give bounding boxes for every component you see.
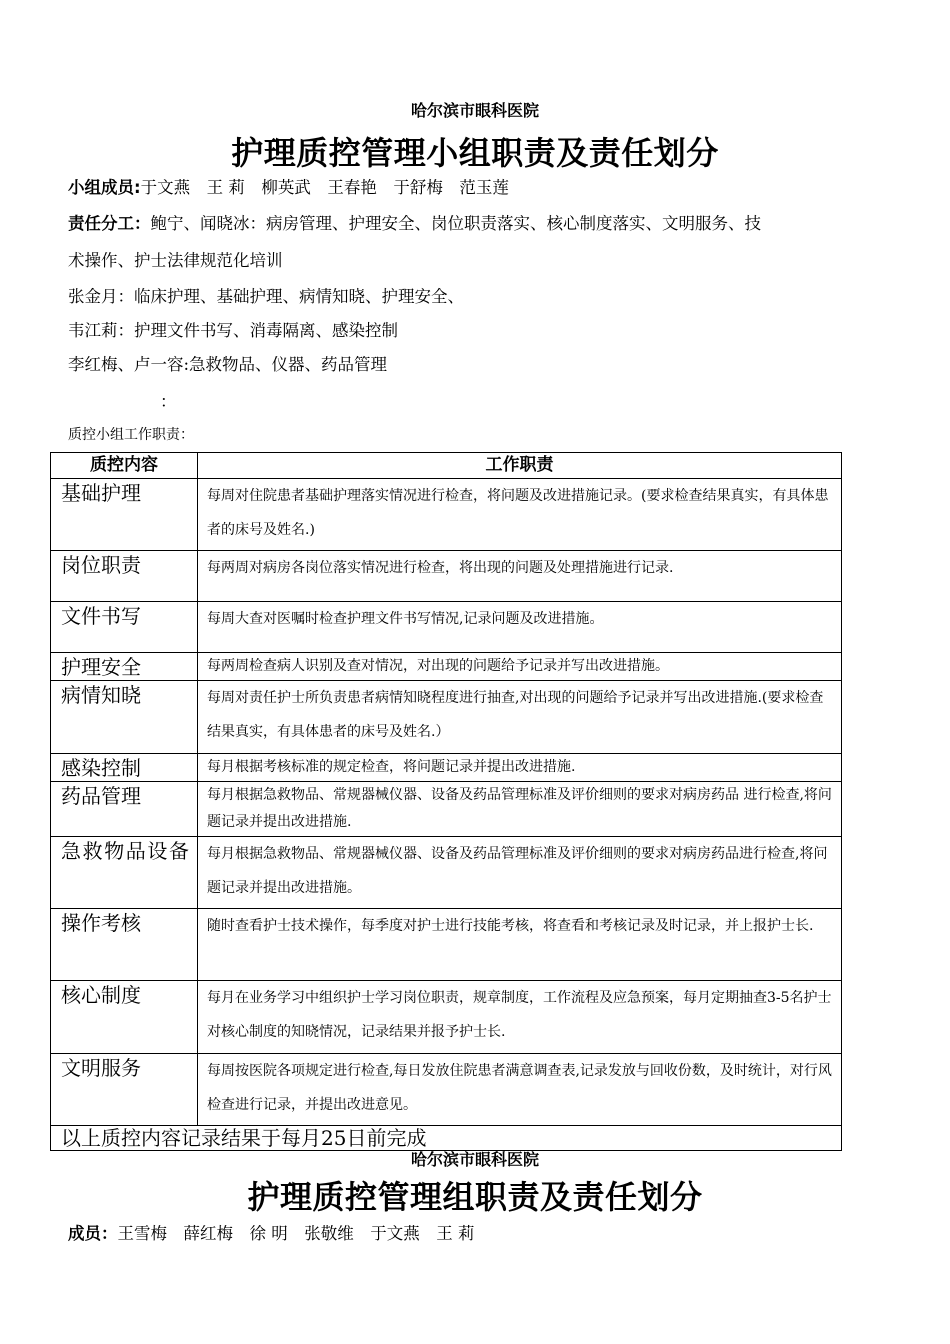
duty-line-1 (68, 210, 761, 234)
row-item: 病情知晓 (51, 681, 198, 754)
members-text-2: 王雪梅 薛红梅 徐 明 张敬维 于文燕 王 莉 (117, 1224, 475, 1243)
duty-line-4: 韦江莉：护理文件书写、消毒隔离、感染控制 (68, 321, 398, 340)
duty-line-5: 李红梅、卢一容:急救物品、仪器、药品管理 (68, 355, 388, 374)
members-line (68, 174, 509, 198)
row-duty: 每月根据急救物品、常规器械仪器、设备及药品管理标准及评价细则的要求对病房药品 进行检查,将问题记录并提出改进措施. (198, 782, 842, 837)
table-row (51, 909, 842, 981)
row-duty: 每周按医院各项规定进行检查,每日发放住院患者满意调查表,记录发放与回收份数，及时统计，对行风检查进行记录，并提出改进意见。 (198, 1054, 842, 1126)
members-label-2: 成员： (68, 1224, 118, 1243)
table-row (51, 782, 842, 837)
table-row (51, 479, 842, 551)
header-duty: 工作职责 (198, 453, 842, 479)
row-duty: 每周对住院患者基础护理落实情况进行检查，将问题及改进措施记录。(要求检查结果真实，有具体患者的床号及姓名.) (198, 479, 842, 551)
work-duty-label: 质控小组工作职责： (68, 427, 194, 443)
header-content: 质控内容 (51, 453, 198, 479)
duty-line-3: 张金月：临床护理、基础护理、病情知晓、护理安全、 (68, 287, 464, 306)
row-duty: 每周大查对医嘱时检查护理文件书写情况,记录问题及改进措施。 (198, 602, 842, 653)
members-text: 于文燕 王 莉 柳英武 王春艳 于舒梅 范玉莲 (140, 178, 509, 197)
table-row (51, 837, 842, 909)
hospital-name: 哈尔滨市眼科医院 (410, 101, 539, 120)
row-item: 药品管理 (51, 782, 198, 837)
row-item: 感染控制 (51, 754, 198, 782)
row-item: 核心制度 (51, 981, 198, 1054)
row-item: 文件书写 (51, 602, 198, 653)
table-row (51, 653, 842, 681)
table-header-row (51, 453, 842, 479)
row-duty: 随时查看护士技术操作，每季度对护士进行技能考核，将查看和考核记录及时记录，并上报护士长. (198, 909, 842, 981)
row-item: 操作考核 (51, 909, 198, 981)
row-item: 文明服务 (51, 1054, 198, 1126)
page-title-2: 护理质控管理组职责及责任划分 (247, 1178, 703, 1216)
colon-mark: ： (160, 392, 177, 411)
row-duty: 每月在业务学习中组织护士学习岗位职责，规章制度，工作流程及应急预案，每月定期抽查3-5名护士对核心制度的知晓情况，记录结果并报予护士长. (198, 981, 842, 1054)
row-duty: 每月根据考核标准的规定检查，将问题记录并提出改进措施. (198, 754, 842, 782)
hospital-name-2: 哈尔滨市眼科医院 (410, 1150, 539, 1169)
duty-line-2: 术操作、护士法律规范化培训 (68, 251, 283, 270)
row-duty: 每两周对病房各岗位落实情况进行检查，将出现的问题及处理措施进行记录. (198, 551, 842, 602)
table-footer: 以上质控内容记录结果于每月25日前完成 (51, 1126, 842, 1151)
table-row (51, 1054, 842, 1126)
table-row (51, 551, 842, 602)
row-item: 护理安全 (51, 653, 198, 681)
row-duty: 每周对责任护士所负责患者病情知晓程度进行抽查,对出现的问题给予记录并写出改进措施.(要求检查结果真实，有具体患者的床号及姓名.） (198, 681, 842, 754)
table-row (51, 754, 842, 782)
table-row (51, 981, 842, 1054)
members-line-2 (68, 1220, 475, 1244)
duty-label: 责任分工： (68, 214, 151, 233)
members-label: 小组成员: (68, 178, 141, 197)
duty-text-1: 鲍宁、闻晓冰：病房管理、护理安全、岗位职责落实、核心制度落实、文明服务、技 (150, 214, 761, 233)
table-row (51, 602, 842, 653)
row-item: 急救物品设备 (51, 837, 198, 909)
row-item: 岗位职责 (51, 551, 198, 602)
qc-duty-table (50, 452, 842, 1151)
row-duty: 每月根据急救物品、常规器械仪器、设备及药品管理标准及评价细则的要求对病房药品进行检查,将问题记录并提出改进措施。 (198, 837, 842, 909)
row-duty: 每两周检查病人识别及查对情况，对出现的问题给予记录并写出改进措施。 (198, 653, 842, 681)
page-title: 护理质控管理小组职责及责任划分 (231, 134, 719, 172)
table-row (51, 681, 842, 754)
row-item: 基础护理 (51, 479, 198, 551)
